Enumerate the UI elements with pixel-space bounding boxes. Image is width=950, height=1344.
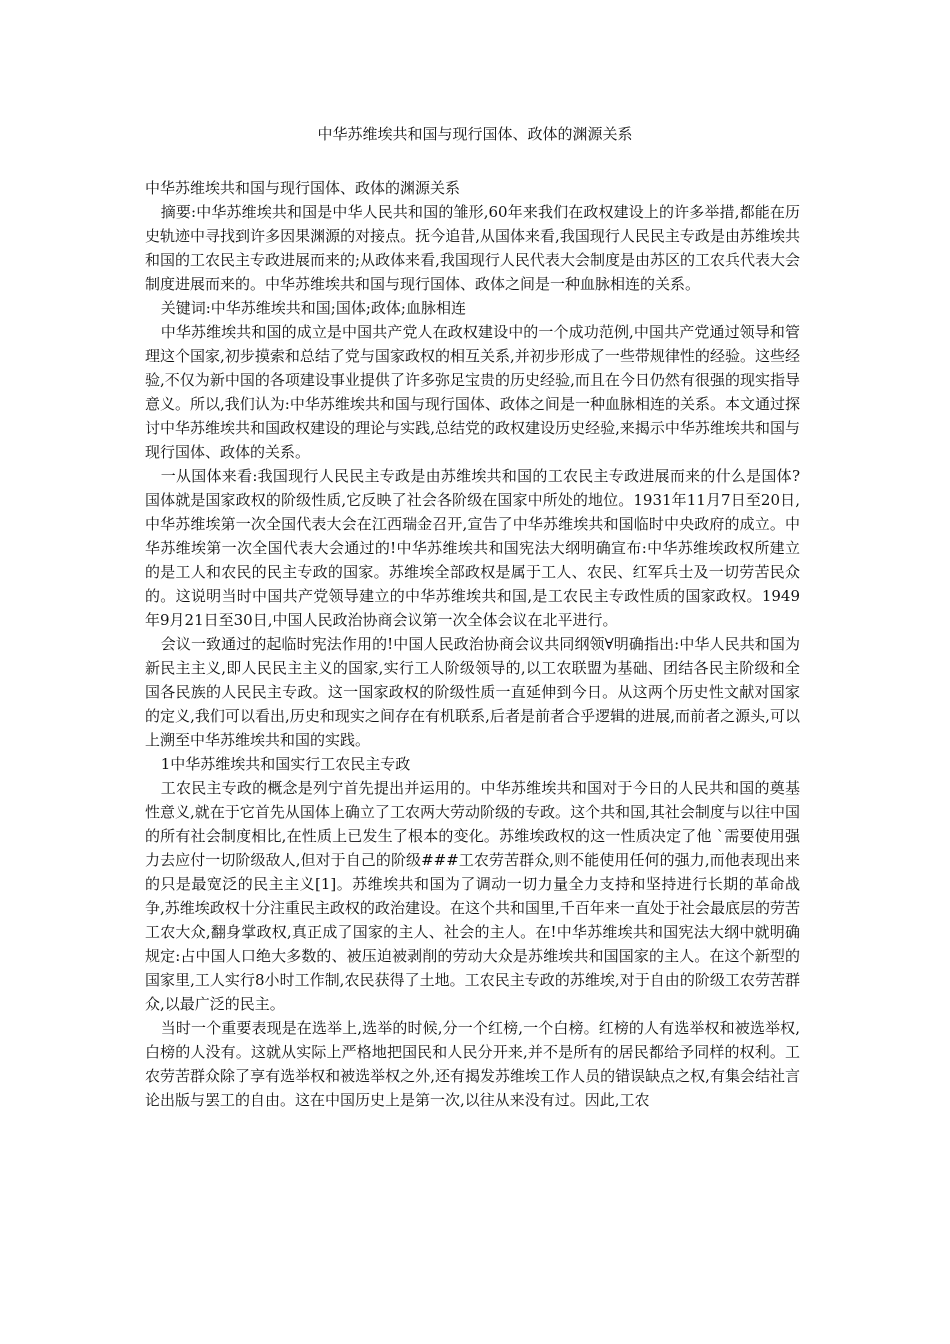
section-heading: 1中华苏维埃共和国实行工农民主专政: [160, 755, 411, 773]
body-paragraph: 会议一致通过的起临时宪法作用的!中国人民政治协商会议共同纲领∀明确指出:中华人民共和国为新民主主义,即人民民主主义的国家,实行工人阶级领导的,以工农联盟为基础、团结各民主阶级和全国各民族的人民民主专政。这一国家政权的阶级性质一直延伸到今日。从这两个历史性文献对国家的定义,我们可以看出,历史和现实之间存在有机联系,后者是前者合乎逻辑的进展,而前者之源头,可以上溯至中华苏维埃共和国的实践。: [145, 635, 800, 749]
body-paragraph: 一从国体来看:我国现行人民民主专政是由苏维埃共和国的工农民主专政进展而来的什么是国体?国体就是国家政权的阶级性质,它反映了社会各阶级在国家中所处的地位。1931年11月7日至20日,中华苏维埃第一次全国代表大会在江西瑞金召开,宣告了中华苏维埃共和国临时中央政府的成立。中华苏维埃第一次全国代表大会通过的!中华苏维埃共和国宪法大纲明确宣布:中华苏维埃政权所建立的是工人和农民的民主专政的国家。苏维埃全部政权是属于工人、农民、红军兵士及一切劳苦民众的。这说明当时中国共产党领导建立的中华苏维埃共和国,是工农民主专政性质的国家政权。1949年9月21日至30日,中国人民政治协商会议第一次全体会议在北平进行。: [145, 467, 800, 629]
body-paragraph: 中华苏维埃共和国的成立是中国共产党人在政权建设中的一个成功范例,中国共产党通过领导和管理这个国家,初步摸索和总结了党与国家政权的相互关系,并初步形成了一些带规律性的经验。这些经验,不仅为新中国的各项建设事业提供了许多弥足宝贵的历史经验,而且在今日仍然有很强的现实指导意义。所以,我们认为:中华苏维埃共和国与现行国体、政体之间是一种血脉相连的关系。本文通过探讨中华苏维埃共和国政权建设的理论与实践,总结党的政权建设历史经验,来揭示中华苏维埃共和国与现行国体、政体的关系。: [145, 323, 800, 461]
body-paragraph: 工农民主专政的概念是列宁首先提出并运用的。中华苏维埃共和国对于今日的人民共和国的奠基性意义,就在于它首先从国体上确立了工农两大劳动阶级的专政。这个共和国,其社会制度与以往中国的所有社会制度相比,在性质上已发生了根本的变化。苏维埃政权的这一性质决定了他 ˋ需要使用强力去应付一切阶级敌人,但对于自己的阶级###工农劳苦群众,则不能使用任何的强力,而他表现出来的只是最宽泛的民主主义[1]。苏维埃共和国为了调动一切力量全力支持和坚持进行长期的革命战争,苏维埃政权十分注重民主政权的政治建设。在这个共和国里,千百年来一直处于社会最底层的劳苦工农大众,翻身掌政权,真正成了国家的主人、社会的主人。在!中华苏维埃共和国宪法大纲中就明确规定:占中国人口绝大多数的、被压迫被剥削的劳动大众是苏维埃共和国国家的主人。在这个新型的国家里,工人实行8小时工作制,农民获得了土地。工农民主专政的苏维埃,对于自由的阶级工农劳苦群众,以最广泛的民主。: [145, 779, 800, 1013]
keywords-paragraph: 关键词:中华苏维埃共和国;国体;政体;血脉相连: [160, 299, 466, 317]
body-paragraph: 当时一个重要表现是在选举上,选举的时候,分一个红榜,一个白榜。红榜的人有选举权和被选举权,白榜的人没有。这就从实际上严格地把国民和人民分开来,并不是所有的居民都给予同样的权利。工农劳苦群众除了享有选举权和被选举权之外,还有揭发苏维埃工作人员的错误缺点之权,有集会结社言论出版与罢工的自由。这在中国历史上是第一次,以往从来没有过。因此,工农: [145, 1019, 800, 1109]
document-body: [145, 176, 800, 1112]
document-title: 中华苏维埃共和国与现行国体、政体的渊源关系: [317, 125, 633, 143]
abstract-paragraph: 摘要:中华苏维埃共和国是中华人民共和国的雏形,60年来我们在政权建设上的许多举措,都能在历史轨迹中寻找到许多因果渊源的对接点。抚今追昔,从国体来看,我国现行人民民主专政是由苏维埃共和国的工农民主专政进展而来的;从政体来看,我国现行人民代表大会制度是由苏区的工农兵代表大会制度进展而来的。中华苏维埃共和国与现行国体、政体之间是一种血脉相连的关系。: [145, 203, 800, 293]
article-heading: 中华苏维埃共和国与现行国体、政体的渊源关系: [145, 179, 461, 197]
